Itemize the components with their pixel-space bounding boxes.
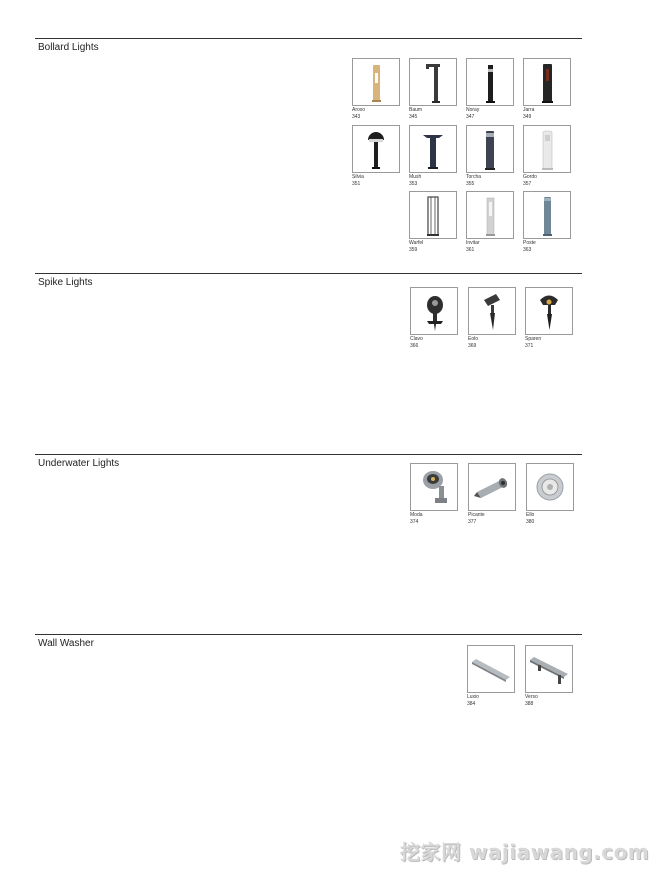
- product-name: Aroxo: [352, 107, 366, 113]
- product-page-number: 353: [409, 181, 418, 187]
- product-name: Eolo: [468, 336, 479, 342]
- product-thumbnail: [352, 125, 400, 173]
- product-thumbnail: [466, 125, 514, 173]
- product-page-number: 355: [466, 181, 475, 187]
- product-card-luxio[interactable]: [467, 645, 515, 708]
- product-thumbnail: [466, 191, 514, 239]
- section-title: Wall Washer: [38, 638, 94, 649]
- product-thumbnail: [466, 58, 514, 106]
- product-thumbnail: [409, 58, 457, 106]
- product-thumbnail: [523, 191, 571, 239]
- hooded-spike-light-icon: [526, 288, 572, 334]
- product-name: Verso: [525, 694, 538, 700]
- product-name: Jarra: [523, 107, 535, 113]
- product-page-number: 369: [468, 343, 477, 349]
- product-name: Luxio: [467, 694, 479, 700]
- product-page-number: 345: [409, 114, 418, 120]
- product-thumbnail: [352, 58, 400, 106]
- watermark-text: 挖家网 wajiawang.com: [400, 840, 649, 864]
- product-card-warfel[interactable]: [409, 191, 457, 254]
- underwater-spot-icon: [411, 464, 457, 510]
- product-thumbnail: [468, 287, 516, 335]
- product-card-jarra[interactable]: [523, 58, 571, 121]
- blue-grey-bollard-icon: [524, 192, 570, 238]
- product-card-poste[interactable]: [523, 191, 571, 254]
- recessed-round-light-icon: [527, 464, 573, 510]
- white-column-bollard-icon: [524, 126, 570, 172]
- product-name: Invitar: [466, 240, 480, 246]
- product-page-number: 357: [523, 181, 532, 187]
- product-page-number: 374: [410, 519, 419, 525]
- product-page-number: 377: [468, 519, 477, 525]
- product-thumbnail: [523, 125, 571, 173]
- black-column-bollard-icon: [524, 59, 570, 105]
- product-card-moda[interactable]: [410, 463, 458, 526]
- product-page-number: 371: [525, 343, 534, 349]
- product-thumbnail: [525, 645, 573, 693]
- product-card-verso[interactable]: [525, 645, 573, 708]
- product-name: Mush: [409, 174, 422, 180]
- section-title: Spike Lights: [38, 277, 93, 288]
- product-name: Gordo: [523, 174, 537, 180]
- product-page-number: 363: [523, 247, 532, 253]
- product-name: Picante: [468, 512, 485, 518]
- product-card-mush[interactable]: [409, 125, 457, 188]
- product-name: Silvia: [352, 174, 364, 180]
- product-card-torcha[interactable]: [466, 125, 514, 188]
- dome-top-bollard-icon: [353, 126, 399, 172]
- product-page-number: 384: [467, 701, 476, 707]
- product-page-number: 349: [523, 114, 532, 120]
- product-card-aroxo[interactable]: [352, 58, 400, 121]
- product-thumbnail: [410, 287, 458, 335]
- section-title: Underwater Lights: [38, 458, 120, 469]
- product-page-number: 343: [352, 114, 361, 120]
- product-name: Moda: [410, 512, 423, 518]
- product-card-gordo[interactable]: [523, 125, 571, 188]
- product-thumbnail: [409, 191, 457, 239]
- product-card-picante[interactable]: [468, 463, 516, 526]
- product-card-eolo[interactable]: [468, 287, 516, 350]
- product-page-number: 380: [526, 519, 535, 525]
- product-thumbnail: [409, 125, 457, 173]
- product-card-silvia[interactable]: [352, 125, 400, 188]
- product-name: Sparen: [525, 336, 542, 342]
- product-page-number: 366: [410, 343, 419, 349]
- slatted-bollard-icon: [410, 192, 456, 238]
- product-thumbnail: [523, 58, 571, 106]
- product-name: Clavo: [410, 336, 423, 342]
- product-name: Noray: [466, 107, 480, 113]
- spike-spotlight-icon: [411, 288, 457, 334]
- bent-arm-bollard-icon: [410, 59, 456, 105]
- linear-bar-light-icon: [468, 646, 514, 692]
- product-card-baum[interactable]: [409, 58, 457, 121]
- mushroom-bollard-icon: [410, 126, 456, 172]
- product-page-number: 347: [466, 114, 475, 120]
- slim-black-bollard-icon: [467, 59, 513, 105]
- underwater-cylinder-icon: [469, 464, 515, 510]
- product-card-invitar[interactable]: [466, 191, 514, 254]
- product-card-sparen[interactable]: [525, 287, 573, 350]
- product-name: Torcha: [466, 174, 482, 180]
- product-name: Ello: [526, 512, 535, 518]
- bracket-bar-light-icon: [526, 646, 572, 692]
- product-card-clavo[interactable]: [410, 287, 458, 350]
- product-thumbnail: [526, 463, 574, 511]
- product-card-ello[interactable]: [526, 463, 574, 526]
- angled-spike-light-icon: [469, 288, 515, 334]
- product-thumbnail: [467, 645, 515, 693]
- product-card-noray[interactable]: [466, 58, 514, 121]
- product-page-number: 351: [352, 181, 361, 187]
- wood-bollard-icon: [353, 59, 399, 105]
- grey-bollard-icon: [467, 192, 513, 238]
- product-page-number: 361: [466, 247, 475, 253]
- product-thumbnail: [468, 463, 516, 511]
- section-title: Bollard Lights: [38, 42, 99, 53]
- product-name: Baum: [409, 107, 423, 113]
- product-name: Warfel: [409, 240, 424, 246]
- product-page-number: 359: [409, 247, 418, 253]
- product-page-number: 388: [525, 701, 534, 707]
- product-thumbnail: [525, 287, 573, 335]
- dark-column-bollard-icon: [467, 126, 513, 172]
- product-thumbnail: [410, 463, 458, 511]
- product-name: Poste: [523, 240, 536, 246]
